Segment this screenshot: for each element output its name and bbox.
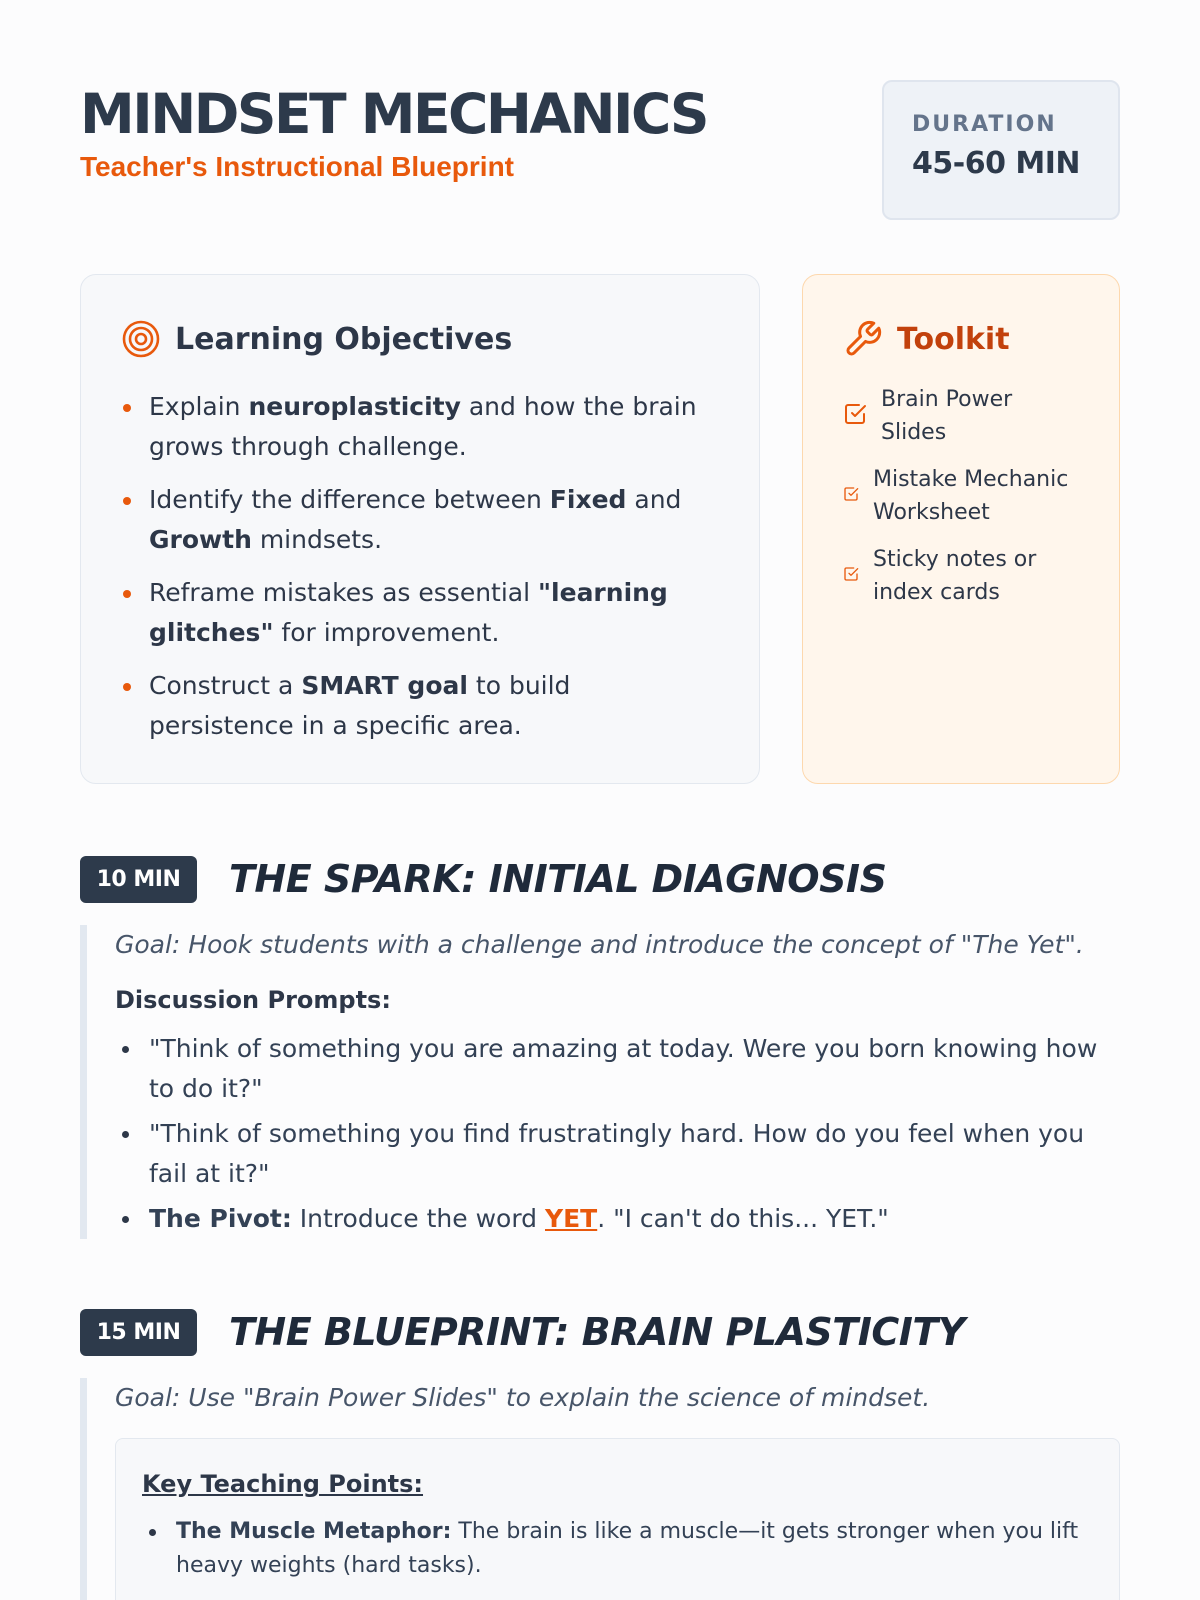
checkbox-icon [843,566,859,586]
duration-label: DURATION [912,112,1057,137]
objectives-header [121,317,719,361]
objectives-title: Learning Objectives [175,321,513,357]
prompts-label: Discussion Prompts: [115,986,391,1014]
toolkit-header [843,317,1089,361]
checkbox-icon [843,402,867,430]
duration-card [882,80,1120,220]
objective-item: Reframe mistakes as essential "learning glitches" for improvement. [121,573,721,653]
wrench-icon [843,319,883,359]
section-title: THE BLUEPRINT: BRAIN PLASTICITY [229,1310,965,1354]
toolkit-item [843,543,1089,609]
page-title: MINDSET MECHANICS [80,82,707,146]
prompts-list [115,1029,1120,1239]
yet-highlight: YET [544,1204,598,1233]
toolkit-card [802,274,1120,784]
toolkit-item-label: Sticky notes or index cards [873,547,1037,605]
section-blueprint [80,1308,1120,1600]
prompt-item: "Think of something you are amazing at today. Were you born knowing how to do it?" [115,1029,1120,1109]
toolkit-item-label: Mistake Mechanic Worksheet [873,467,1069,525]
prompt-item-pivot: The Pivot: Introduce the word YET. "I can't do this... YET." [115,1199,1120,1239]
toolkit-item-label: Brain Power Slides [881,387,1013,445]
section-goal: Goal: Use "Brain Power Slides" to explain the science of mindset. [115,1383,931,1412]
section-title: THE SPARK: INITIAL DIAGNOSIS [229,857,887,901]
objective-item: Explain neuroplasticity and how the brain grows through challenge. [121,387,721,467]
learning-objectives-card [80,274,760,784]
objective-item: Construct a SMART goal to build persistence in a specific area. [121,666,721,746]
header [80,80,1120,220]
time-badge: 10 MIN [80,856,197,903]
toolkit-item [843,383,1089,449]
page-subtitle: Teacher's Instructional Blueprint [80,151,514,182]
section-spark [80,855,1120,1244]
objective-item: Identify the difference between Fixed and Growth mindsets. [121,480,721,560]
section-header [80,855,1120,903]
objectives-list [121,387,719,746]
toolkit-item [843,463,1089,529]
key-point-item: The Muscle Metaphor: The brain is like a muscle—it gets stronger when you lift heavy weights (hard tasks). [142,1515,1093,1583]
toolkit-list [843,383,1089,609]
prompt-item: "Think of something you find frustratingly hard. How do you feel when you fail at it?" [115,1114,1120,1194]
key-points-label: Key Teaching Points: [142,1470,424,1498]
section-header [80,1308,1120,1356]
toolkit-title: Toolkit [897,321,1010,357]
key-points-box [115,1438,1120,1600]
time-badge: 15 MIN [80,1309,197,1356]
section-body [80,925,1120,1239]
section-body [80,1378,1120,1600]
section-goal: Goal: Hook students with a challenge and introduce the concept of "The Yet". [115,930,1084,959]
pivot-label: The Pivot: [149,1204,292,1233]
target-icon [121,319,161,359]
key-points-list [142,1515,1093,1583]
duration-value: 45-60 MIN [912,146,1081,181]
checkbox-icon [843,486,859,506]
